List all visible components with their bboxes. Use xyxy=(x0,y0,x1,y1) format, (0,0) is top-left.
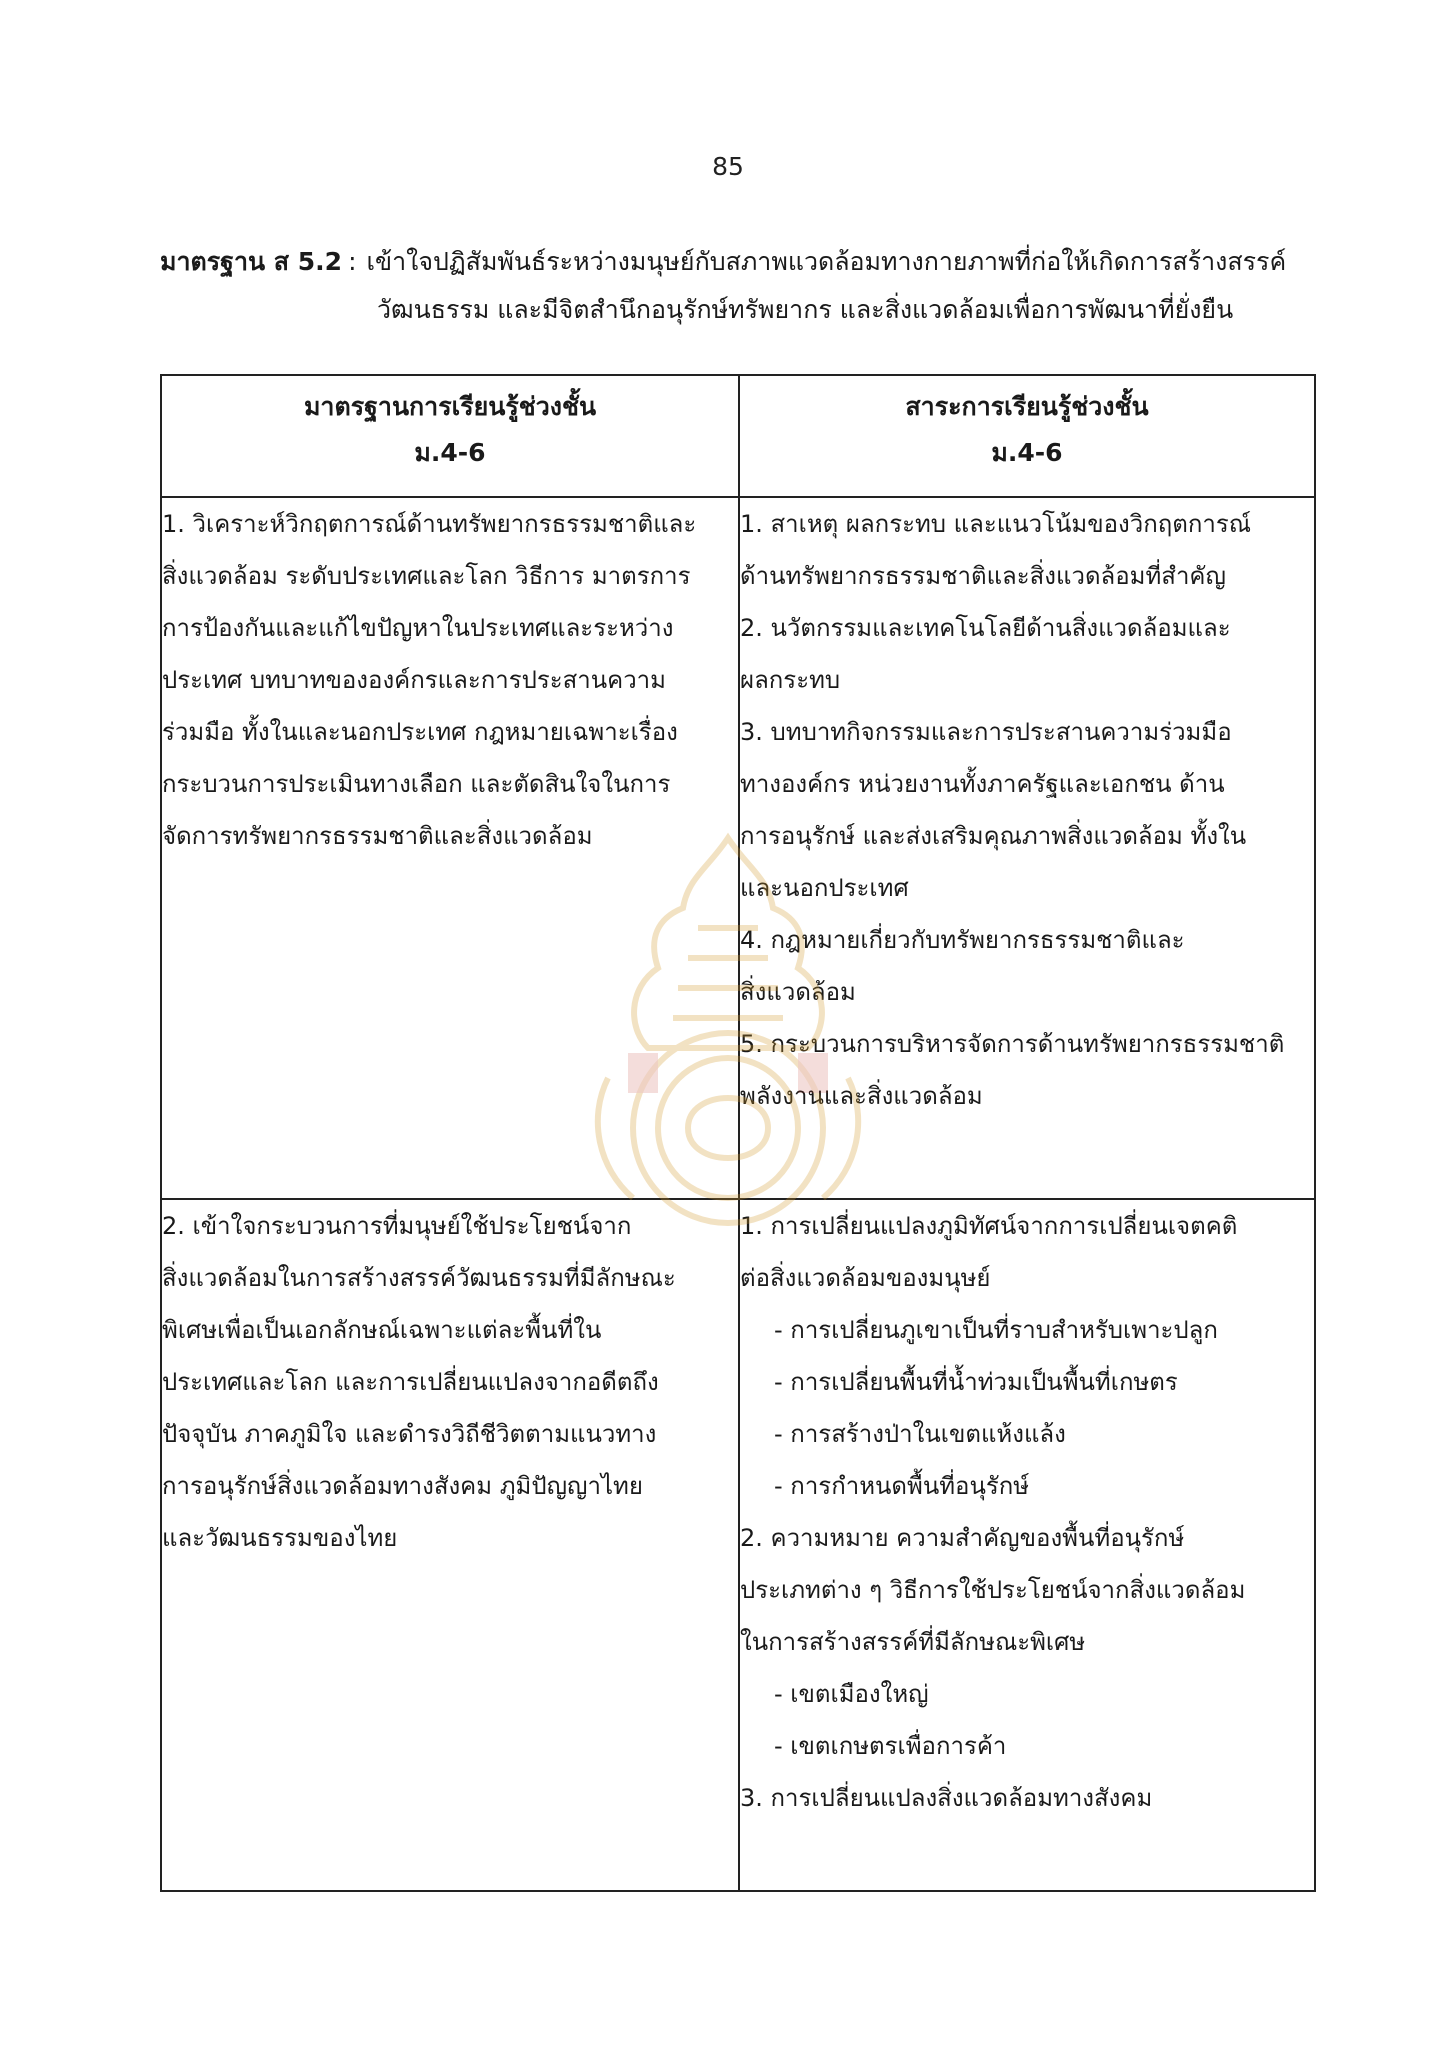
text-line: และนอกประเทศ xyxy=(740,874,909,902)
text-line: 5. กระบวนการบริหารจัดการด้านทรัพยากรธรรมชาติ xyxy=(740,1030,1285,1058)
text-line: - เขตเกษตรเพื่อการค้า xyxy=(774,1732,1007,1760)
text-line: สิ่งแวดล้อม xyxy=(740,978,856,1006)
header-grade: ม.4-6 xyxy=(414,438,486,467)
text-line: 2. เข้าใจกระบวนการที่มนุษย์ใช้ประโยชน์จาก xyxy=(162,1212,632,1240)
text-line: 1. สาเหตุ ผลกระทบ และแนวโน้มของวิกฤตการณ์ xyxy=(740,510,1252,538)
standard-description-line-2: วัฒนธรรม และมีจิตสำนึกอนุรักษ์ทรัพยากร และสิ่งแวดล้อมเพื่อการพัฒนาที่ยั่งยืน xyxy=(377,295,1234,324)
text-line: สิ่งแวดล้อมในการสร้างสรรค์วัฒนธรรมที่มีลักษณะ xyxy=(162,1264,676,1292)
text-line: กระบวนการประเมินทางเลือก และตัดสินใจในการ xyxy=(162,770,671,798)
header-learning-standards xyxy=(161,375,739,497)
text-line: - การกำหนดพื้นที่อนุรักษ์ xyxy=(774,1472,1030,1500)
table-row xyxy=(161,497,1315,1199)
text-line: ผลกระทบ xyxy=(740,666,841,694)
header-learning-content xyxy=(739,375,1315,497)
text-line: และวัฒนธรรมของไทย xyxy=(162,1524,398,1552)
table-header-row xyxy=(161,375,1315,497)
text-line: ประเภทต่าง ๆ วิธีการใช้ประโยชน์จากสิ่งแวดล้อม xyxy=(740,1576,1246,1604)
text-line: ด้านทรัพยากรธรรมชาติและสิ่งแวดล้อมที่สำคัญ xyxy=(740,562,1226,590)
text-line: - การเปลี่ยนพื้นที่น้ำท่วมเป็นพื้นที่เกษตร xyxy=(774,1368,1178,1396)
text-line: 2. ความหมาย ความสำคัญของพื้นที่อนุรักษ์ xyxy=(740,1524,1185,1552)
header-title: มาตรฐานการเรียนรู้ช่วงชั้น xyxy=(303,392,597,421)
text-line: ประเทศและโลก และการเปลี่ยนแปลงจากอดีตถึง xyxy=(162,1368,659,1396)
text-line: ปัจจุบัน ภาคภูมิใจ และดำรงวิถีชีวิตตามแนวทาง xyxy=(162,1420,657,1448)
table-row xyxy=(161,1199,1315,1891)
text-line: ร่วมมือ ทั้งในและนอกประเทศ กฎหมายเฉพาะเรื่อง xyxy=(162,718,678,746)
text-line: 1. การเปลี่ยนแปลงภูมิทัศน์จากการเปลี่ยนเจตคติ xyxy=(740,1212,1238,1240)
text-line: - การสร้างป่าในเขตแห้งแล้ง xyxy=(774,1420,1066,1448)
row1-content-cell xyxy=(739,497,1315,1199)
text-line: 3. การเปลี่ยนแปลงสิ่งแวดล้อมทางสังคม xyxy=(740,1784,1153,1812)
text-line: สิ่งแวดล้อม ระดับประเทศและโลก วิธีการ มาตรการ xyxy=(162,562,691,590)
text-line: ทางองค์กร หน่วยงานทั้งภาครัฐและเอกชน ด้าน xyxy=(740,770,1225,798)
row1-standard-cell xyxy=(161,497,739,1199)
text-line: จัดการทรัพยากรธรรมชาติและสิ่งแวดล้อม xyxy=(162,822,593,850)
standard-label: มาตรฐาน ส 5.2 xyxy=(160,247,343,276)
text-line: พิเศษเพื่อเป็นเอกลักษณ์เฉพาะแต่ละพื้นที่ใน xyxy=(162,1316,602,1344)
standard-description-line-1: เข้าใจปฏิสัมพันธ์ระหว่างมนุษย์กับสภาพแวดล้อมทางกายภาพที่ก่อให้เกิดการสร้างสรรค์ xyxy=(366,247,1287,276)
text-line: 2. นวัตกรรมและเทคโนโลยีด้านสิ่งแวดล้อมและ xyxy=(740,614,1231,642)
text-line: พลังงานและสิ่งแวดล้อม xyxy=(740,1082,983,1110)
text-line: ในการสร้างสรรค์ที่มีลักษณะพิเศษ xyxy=(740,1628,1086,1656)
text-line: 1. วิเคราะห์วิกฤตการณ์ด้านทรัพยากรธรรมชาติและ xyxy=(162,510,697,538)
text-line: การป้องกันและแก้ไขปัญหาในประเทศและระหว่าง xyxy=(162,614,674,642)
text-line: 3. บทบาทกิจกรรมและการประสานความร่วมมือ xyxy=(740,718,1232,746)
header-title: สาระการเรียนรู้ช่วงชั้น xyxy=(905,392,1149,421)
page-number: 85 xyxy=(712,152,744,181)
text-line: - เขตเมืองใหญ่ xyxy=(774,1680,929,1708)
row2-standard-cell xyxy=(161,1199,739,1891)
text-line: ประเทศ บทบาทขององค์กรและการประสานความ xyxy=(162,666,666,694)
standard-separator: : xyxy=(348,247,357,276)
curriculum-table xyxy=(160,374,1316,1892)
standard-heading xyxy=(160,238,1320,334)
text-line: การอนุรักษ์สิ่งแวดล้อมทางสังคม ภูมิปัญญาไทย xyxy=(162,1472,643,1500)
row2-content-cell xyxy=(739,1199,1315,1891)
text-line: ต่อสิ่งแวดล้อมของมนุษย์ xyxy=(740,1264,991,1292)
text-line: 4. กฎหมายเกี่ยวกับทรัพยากรธรรมชาติและ xyxy=(740,926,1185,954)
text-line: - การเปลี่ยนภูเขาเป็นที่ราบสำหรับเพาะปลูก xyxy=(774,1316,1218,1344)
text-line: การอนุรักษ์ และส่งเสริมคุณภาพสิ่งแวดล้อม ทั้งใน xyxy=(740,822,1247,850)
header-grade: ม.4-6 xyxy=(991,438,1063,467)
